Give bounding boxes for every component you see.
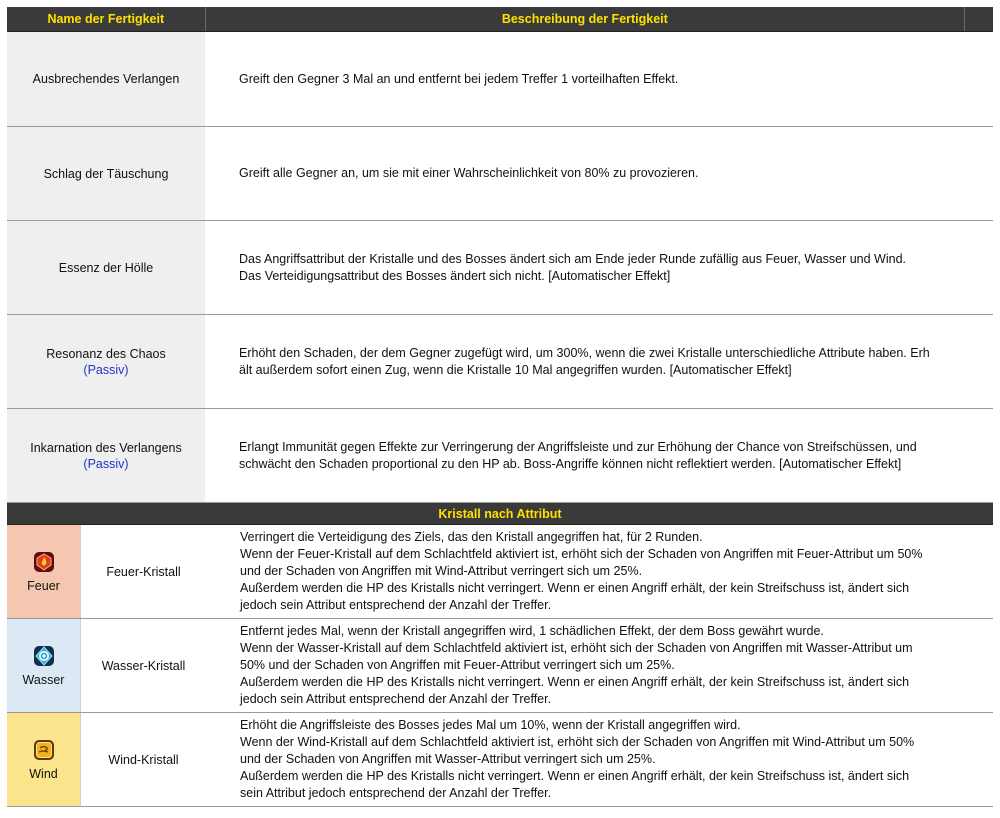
header-spacer [964,7,993,31]
section-header: Kristall nach Attribut [7,503,993,525]
skill-name-cell [7,127,205,220]
skill-description-line: Greift alle Gegner an, um sie mit einer Wahrscheinlichkeit von 80% zu provozieren. [239,166,699,180]
crystal-description-line: Außerdem werden die HP des Kristalls nicht verringert. Wenn er einen Angriff erhält, der kein Streifschuss ist, ändert sich [240,675,910,689]
skill-description-line: Das Verteidigungsattribut des Bosses ändert sich nicht. [Automatischer Effekt] [239,268,671,283]
water-icon [33,645,55,667]
crystal-description-line: Wenn der Wasser-Kristall auf dem Schlachtfeld aktiviert ist, erhöht sich der Schaden von Angriffen mit Wasser-Attribut um [240,641,913,655]
crystal-name: Wind-Kristall [80,713,206,806]
skill-description-line: Erhöht den Schaden, der dem Gegner zugefügt wird, um 300%, wenn die zwei Kristalle unterschiedliche Attribute haben. Erh [239,345,930,360]
passive-tag: (Passiv) [83,362,129,377]
skill-name-cell [7,315,205,408]
passive-tag: (Passiv) [83,456,129,471]
skill-name: Resonanz des Chaos [46,346,166,361]
attribute-label: Wasser [22,672,65,687]
skill-name-cell [7,32,205,126]
skill-name: Essenz der Hölle [58,260,154,275]
crystal-description-line: 50% und der Schaden von Angriffen mit Feuer-Attribut verringert sich um 25%. [240,658,675,672]
crystal-description-line: Wenn der Feuer-Kristall auf dem Schlachtfeld aktiviert ist, erhöht sich der Schaden von Angriffen mit Feuer-Attribut um 50% [240,547,923,561]
crystal-description-line: und der Schaden von Angriffen mit Wind-Attribut verringert sich um 25%. [240,564,643,578]
skill-description-line: Das Angriffsattribut der Kristalle und des Bosses ändert sich am Ende jeder Runde zufällig aus Feuer, Wasser und Wind. [239,251,907,266]
skill-description-cell [205,221,993,314]
crystal-row [7,619,993,713]
crystal-description-line: Entfernt jedes Mal, wenn der Kristall angegriffen wird, 1 schädlichen Effekt, der dem Boss gewährt wurde. [240,624,824,638]
crystal-description-line: jedoch sein Attribut entsprechend der Anzahl der Treffer. [240,598,552,612]
table-header [7,7,993,32]
skill-description-line: Greift den Gegner 3 Mal an und entfernt bei jedem Treffer 1 vorteilhaften Effekt. [239,71,679,86]
skill-row [7,409,993,503]
skill-name: Schlag der Täuschung [43,166,169,181]
crystal-description-line: Außerdem werden die HP des Kristalls nicht verringert. Wenn er einen Angriff erhält, der kein Streifschuss ist, ändert sich [240,769,910,783]
crystal-description-line: jedoch sein Attribut entsprechend der Anzahl der Treffer. [240,692,552,706]
crystal-name: Feuer-Kristall [80,525,206,618]
wind-icon [33,739,55,761]
attribute-cell [7,619,80,712]
crystal-description-line: Erhöht die Angriffsleiste des Bosses jedes Mal um 10%, wenn der Kristall angegriffen wird. [240,718,741,732]
skill-table [7,7,993,807]
skill-row [7,32,993,127]
skill-description-cell [205,32,993,126]
skill-description-cell [205,409,993,502]
crystal-description-line: Außerdem werden die HP des Kristalls nicht verringert. Wenn er einen Angriff erhält, der kein Streifschuss ist, ändert sich [240,581,910,595]
skill-row [7,127,993,221]
crystal-name: Wasser-Kristall [80,619,206,712]
crystal-description-line: sein Attribut jedoch entsprechend der Anzahl der Treffer. [240,786,552,800]
skill-description-cell [205,127,993,220]
crystal-description-cell [206,525,993,618]
skill-description-cell [205,315,993,408]
attribute-label: Feuer [27,578,60,593]
description-column-header: Beschreibung der Fertigkeit [501,12,668,26]
crystal-description-cell [206,619,993,712]
skill-name: Ausbrechendes Verlangen [32,72,180,86]
skill-row [7,315,993,409]
skill-description-line: Erlangt Immunität gegen Effekte zur Verringerung der Angriffsleiste und zur Erhöhung der Chance von Streifschüssen, und [239,439,917,454]
attribute-label: Wind [29,766,58,781]
crystal-description-line: und der Schaden von Angriffen mit Wasser-Attribut verringert sich um 25%. [240,752,656,766]
skill-row [7,221,993,315]
crystal-description-line: Verringert die Verteidigung des Ziels, das den Kristall angegriffen hat, für 2 Runden. [240,530,703,544]
crystal-row [7,525,993,619]
attribute-cell [7,525,80,618]
crystal-description-cell [206,713,993,806]
name-column-header: Name der Fertigkeit [7,7,206,31]
fire-icon [33,551,55,573]
skill-name-cell [7,409,205,502]
crystal-description-line: Wenn der Wind-Kristall auf dem Schlachtfeld aktiviert ist, erhöht sich der Schaden von Angriffen mit Wind-Attribut um 50% [240,735,915,749]
skill-description-line: ält außerdem sofort einen Zug, wenn die Kristalle 10 Mal angegriffen wurden. [Automatischer Effekt] [239,362,792,377]
crystal-row [7,713,993,807]
skill-name: Inkarnation des Verlangens [30,440,182,455]
skill-description-line: schwächt den Schaden proportional zu den HP ab. Boss-Angriffe können nicht reflektiert werden. [Automatischer Effekt] [239,456,902,471]
attribute-cell [7,713,80,806]
skill-name-cell [7,221,205,314]
